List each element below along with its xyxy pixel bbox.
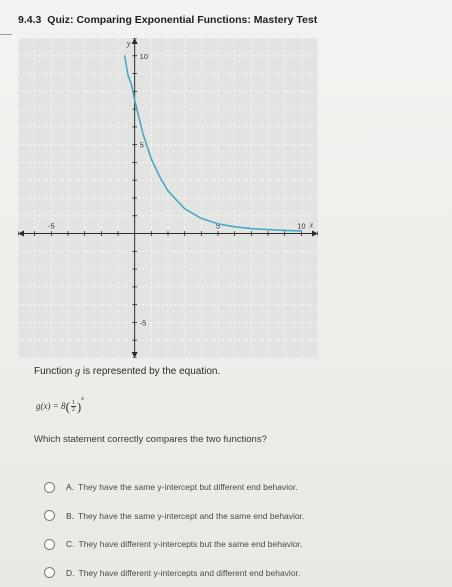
option-a[interactable]	[44, 480, 444, 494]
header-divider	[0, 34, 12, 35]
section-number: 9.4.3	[18, 14, 42, 26]
function-name: g	[75, 366, 81, 377]
y-tick-label-10: 10	[139, 51, 149, 61]
x-tick-label-5: 5	[215, 221, 221, 231]
option-d-radio[interactable]	[44, 567, 55, 578]
right-paren: )	[76, 398, 82, 414]
graph-panel	[18, 38, 318, 358]
quiz-header	[18, 14, 317, 26]
answer-options	[44, 480, 444, 587]
question-text: Which statement correctly compares the two functions?	[34, 434, 267, 445]
x-axis-arrow-right	[312, 231, 318, 237]
y-axis-arrow-up	[132, 38, 138, 44]
equation	[36, 396, 84, 415]
option-a-letter: A.	[66, 482, 75, 492]
function-graph	[18, 38, 318, 358]
option-c-radio[interactable]	[44, 539, 55, 550]
x-axis-name: x	[309, 220, 314, 230]
fraction-denominator: 2	[71, 407, 75, 414]
quiz-label: Quiz:	[47, 14, 74, 26]
option-a-text: They have the same y-intercept but different end behavior.	[78, 482, 298, 492]
x-tick-label-neg5: -5	[47, 221, 55, 231]
quiz-title: Comparing Exponential Functions: Mastery Test	[76, 14, 318, 26]
y-tick-label-5: 5	[139, 140, 144, 150]
option-b-radio[interactable]	[44, 510, 55, 521]
left-paren: (	[65, 398, 70, 414]
option-a-radio[interactable]	[44, 482, 55, 493]
y-axis-arrow-down	[132, 352, 138, 358]
prompt-suffix: is represented by the equation.	[82, 366, 221, 377]
equation-fraction	[71, 400, 76, 413]
tick-labels	[48, 39, 314, 327]
fraction-numerator: 1	[71, 400, 75, 407]
option-d-text: They have different y-intercepts and different end behavior.	[78, 567, 301, 578]
option-b[interactable]	[44, 509, 444, 523]
option-d[interactable]	[44, 566, 444, 580]
option-b-text: They have the same y-intercept and the same end behavior.	[78, 510, 305, 521]
x-tick-label-10: 10	[297, 221, 306, 231]
grid-lines	[18, 38, 318, 358]
equation-exponent: x	[81, 396, 84, 402]
option-c-text: They have different y-intercepts but the same end behavior.	[78, 539, 303, 549]
prompt-prefix: Function	[34, 366, 73, 377]
function-description	[34, 366, 220, 377]
y-axis-name: y	[126, 39, 131, 48]
x-axis-arrow-left	[18, 231, 24, 237]
y-tick-label-neg5: -5	[139, 318, 147, 328]
option-c-letter: C.	[66, 539, 75, 549]
option-d-letter: D.	[66, 567, 75, 578]
option-b-letter: B.	[66, 510, 75, 521]
equation-lhs: g(x) = 8	[36, 401, 66, 411]
option-c[interactable]	[44, 537, 444, 551]
